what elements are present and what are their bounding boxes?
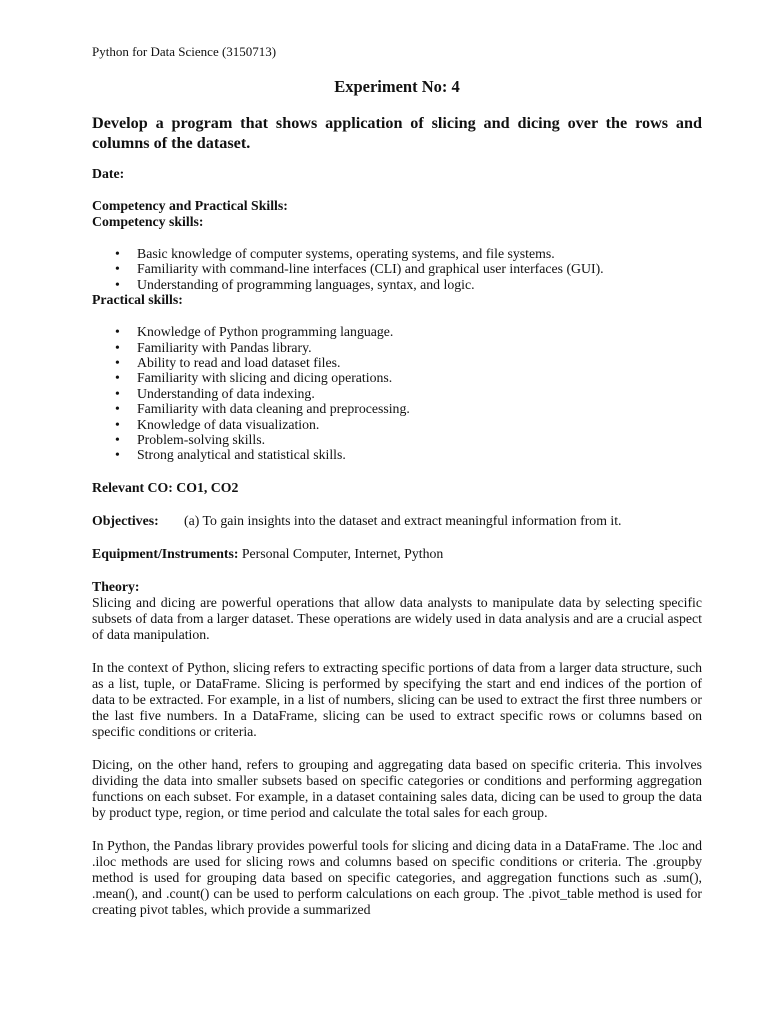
objectives-label: Objectives: bbox=[92, 512, 159, 528]
competency-heading: Competency and Practical Skills: bbox=[92, 198, 288, 213]
theory-paragraph: In the context of Python, slicing refers to extracting specific portions of data from a larger data structure, such as a list, tuple, or DataFrame. Slicing is performed by specifying the start and end indices of the portion of data to be extracted. For example, in a list of numbers, slicing can be used to extract the first three numbers or the last five numbers. In a DataFrame, slicing can be used to extract specific rows or columns based on specific conditions or criteria. bbox=[92, 659, 702, 739]
list-item: • Knowledge of data visualization. bbox=[115, 416, 320, 432]
list-item: • Familiarity with slicing and dicing operations. bbox=[115, 370, 393, 386]
date-label: Date: bbox=[92, 166, 125, 181]
bullet-icon: • bbox=[115, 355, 120, 371]
list-item: • Familiarity with data cleaning and preprocessing. bbox=[115, 401, 410, 417]
page-header: Python for Data Science (3150713) bbox=[92, 44, 277, 59]
objectives-text: (a) To gain insights into the dataset and extract meaningful information from it. bbox=[184, 512, 622, 528]
bullet-icon: • bbox=[115, 246, 120, 261]
list-item: • Basic knowledge of computer systems, operating systems, and file systems. bbox=[115, 246, 555, 261]
list-item: • Understanding of data indexing. bbox=[115, 385, 315, 401]
list-item: • Familiarity with Pandas library. bbox=[115, 339, 312, 355]
theory-paragraph: Slicing and dicing are powerful operations that allow data analysts to manipulate data by selecting specific subsets of data from a larger dataset. These operations are widely used in data analysis and are a crucial aspect of data manipulation. bbox=[92, 594, 702, 642]
practical-skills-list bbox=[92, 324, 702, 463]
equipment-line bbox=[92, 546, 702, 562]
list-item: • Ability to read and load dataset files. bbox=[115, 355, 341, 371]
competency-skills-heading: Competency skills: bbox=[92, 214, 204, 229]
bullet-icon: • bbox=[115, 401, 120, 417]
bullet-icon: • bbox=[115, 324, 120, 340]
aim-statement: Develop a program that shows application of slicing and dicing over the rows and columns of the dataset. bbox=[92, 114, 702, 152]
list-item: • Understanding of programming languages, syntax, and logic. bbox=[115, 276, 475, 292]
equipment-text: Personal Computer, Internet, Python bbox=[238, 545, 444, 561]
relevant-co: Relevant CO: CO1, CO2 bbox=[92, 479, 239, 495]
equipment-label: Equipment/Instruments: bbox=[92, 545, 239, 561]
theory-heading: Theory: bbox=[92, 578, 140, 594]
competency-skills-list bbox=[92, 246, 702, 292]
bullet-icon: • bbox=[115, 370, 120, 386]
list-item: • Knowledge of Python programming language. bbox=[115, 324, 394, 340]
bullet-icon: • bbox=[115, 261, 120, 277]
bullet-icon: • bbox=[115, 276, 120, 292]
bullet-icon: • bbox=[115, 447, 120, 463]
theory-paragraph: In Python, the Pandas library provides powerful tools for slicing and dicing data in a DataFrame. The .loc and .iloc methods are used for slicing rows and columns based on specific conditions or criteria. The .groupby method is used for grouping data based on specific categories, and aggregation functions such as .sum(), .mean(), and .count() can be used to perform calculations on each group. The .pivot_table method is used for creating pivot tables, which provide a summarized bbox=[92, 837, 702, 917]
experiment-title: Experiment No: 4 bbox=[334, 77, 460, 96]
list-item: • Problem-solving skills. bbox=[115, 432, 266, 448]
bullet-icon: • bbox=[115, 416, 120, 432]
objectives-row bbox=[92, 513, 702, 529]
list-item: • Strong analytical and statistical skills. bbox=[115, 447, 346, 463]
practical-skills-heading: Practical skills: bbox=[92, 292, 183, 308]
bullet-icon: • bbox=[115, 432, 120, 448]
theory-paragraph: Dicing, on the other hand, refers to grouping and aggregating data based on specific criteria. This involves dividing the data into smaller subsets based on specific categories or conditions and performing aggregation functions on each subset. For example, in a dataset containing sales data, dicing can be used to group the data by product type, region, or time period and calculate the total sales for each group. bbox=[92, 756, 702, 820]
bullet-icon: • bbox=[115, 385, 120, 401]
list-item: • Familiarity with command-line interfaces (CLI) and graphical user interfaces (GUI). bbox=[115, 261, 604, 277]
bullet-icon: • bbox=[115, 339, 120, 355]
